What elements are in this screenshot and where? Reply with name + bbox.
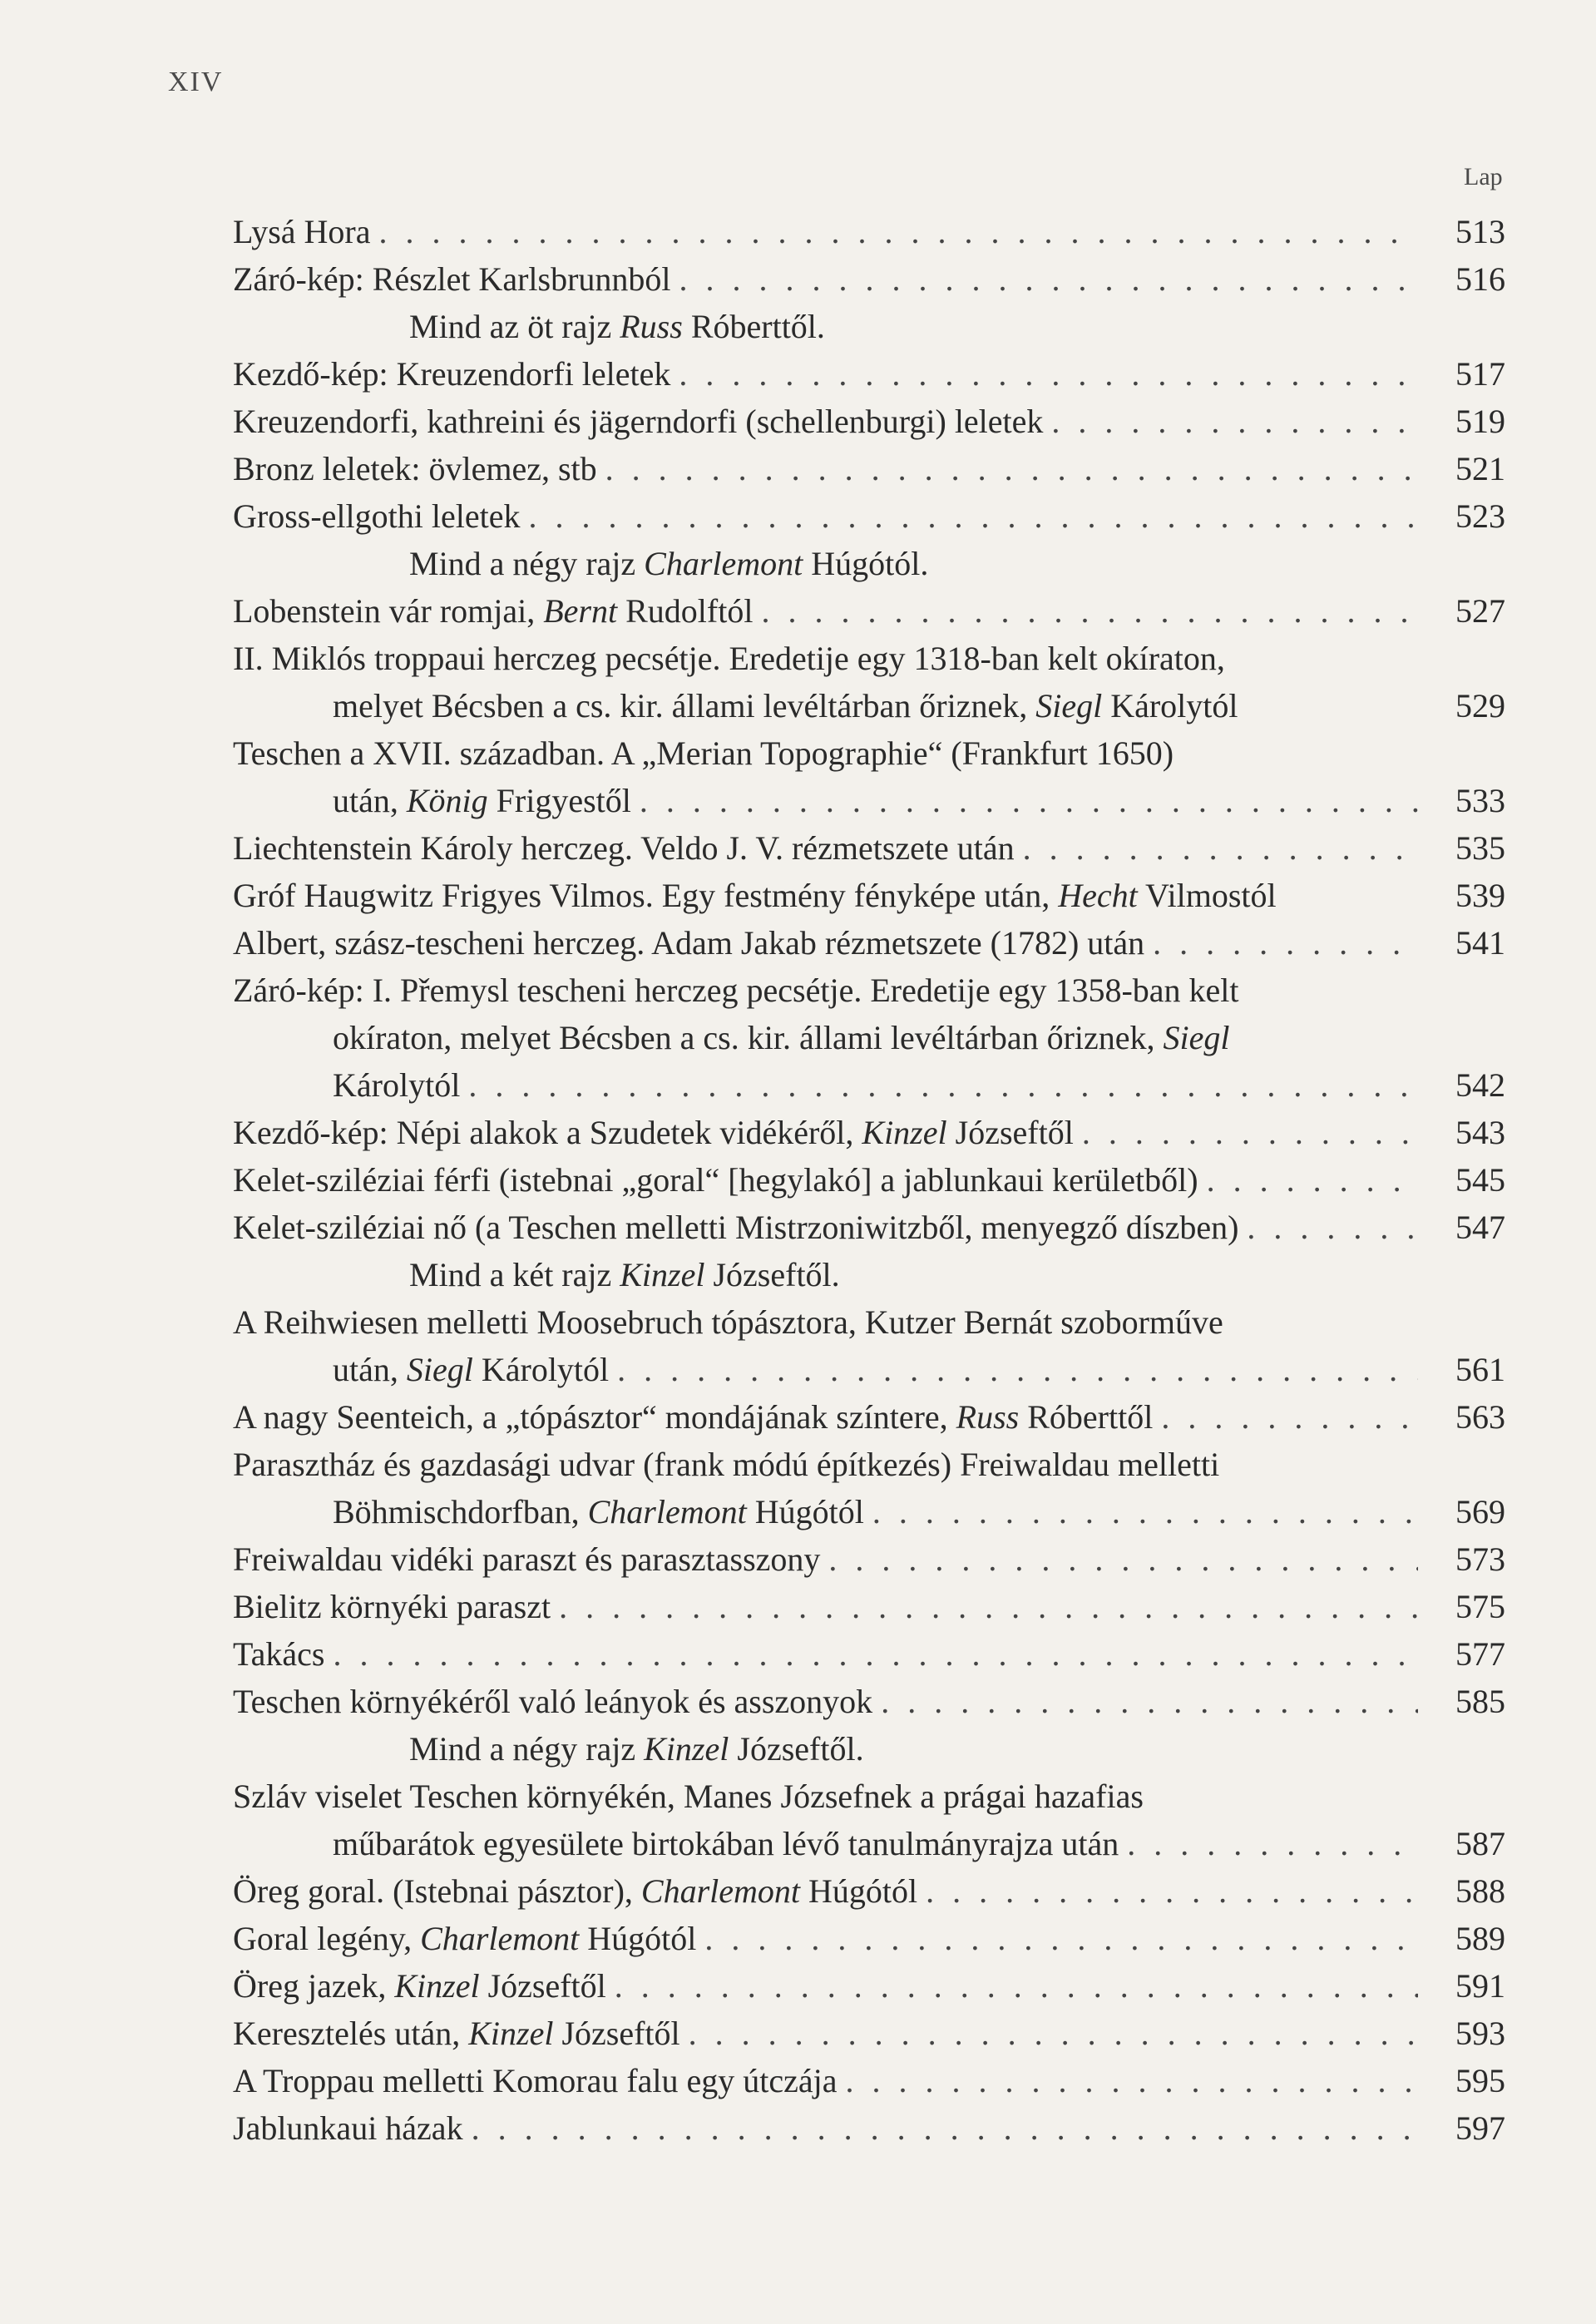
entry-title: [333, 1488, 864, 1535]
entry-title: [233, 824, 1015, 872]
dot-leader: [704, 1915, 1418, 1962]
page-ref: 535: [1455, 829, 1505, 867]
page-ref: 595: [1455, 2062, 1505, 2099]
dot-leader: [679, 350, 1418, 398]
toc-line: [233, 635, 1505, 682]
note-text: Róberttől.: [682, 308, 825, 345]
toc-entry: [233, 1630, 1505, 1678]
entry-text: Albert, szász-tescheni herczeg. Adam Jakab rézmetszete (1782) után: [233, 924, 1145, 962]
entry-text: Józseftől: [553, 2015, 680, 2052]
author-name: Bernt: [543, 592, 618, 630]
author-name: König: [406, 782, 488, 819]
toc-entry: [233, 398, 1505, 445]
page-ref: 539: [1455, 877, 1505, 914]
entry-text: Húgótól: [800, 1872, 918, 1910]
entry-title: [233, 255, 671, 303]
toc-entry: [233, 2057, 1505, 2104]
entry-title: [233, 2104, 463, 2152]
entry-text: melyet Bécsben a cs. kir. állami levéltárban őriznek,: [333, 687, 1036, 724]
toc-entry: [233, 1298, 1505, 1393]
author-name: Hecht: [1058, 877, 1138, 914]
entry-text: Károlytól: [472, 1351, 610, 1388]
toc-line: [233, 1630, 1505, 1678]
author-name: Charlemont: [644, 545, 803, 582]
toc-line: [233, 919, 1505, 967]
entry-text: Böhmischdorfban,: [333, 1493, 588, 1530]
page-ref: 585: [1455, 1683, 1505, 1720]
entry-text: A Troppau melletti Komorau falu egy útczája: [233, 2062, 838, 2099]
entry-title: [233, 1109, 1074, 1156]
page-ref: 519: [1455, 403, 1505, 440]
page-ref: 521: [1455, 450, 1505, 487]
table-of-illustrations: [233, 208, 1505, 2152]
toc-entry: [233, 1773, 1505, 1867]
entry-title: [233, 2010, 680, 2057]
entry-title: [233, 967, 1239, 1014]
entry-title: [233, 350, 670, 398]
entry-title: [233, 1583, 551, 1630]
entry-text: Liechtenstein Károly herczeg. Veldo J. V. rézmetszete után: [233, 829, 1015, 867]
author-name: Kinzel: [394, 1967, 480, 2005]
dot-leader: [333, 1630, 1418, 1678]
dot-leader: [615, 1962, 1418, 2010]
entry-text: II. Miklós troppaui herczeg pecsétje. Eredetije egy 1318-ban kelt okíraton,: [233, 640, 1225, 677]
dot-leader: [828, 1535, 1418, 1583]
page-ref: 517: [1455, 355, 1505, 393]
entry-text: műbarátok egyesülete birtokában lévő tanulmányrajza után: [333, 1825, 1119, 1862]
entry-title: [233, 1630, 324, 1678]
dot-leader: [1161, 1393, 1418, 1441]
entry-title: [233, 1915, 696, 1962]
toc-line: [233, 729, 1505, 777]
page-ref: 543: [1455, 1114, 1505, 1151]
entry-title: [333, 777, 631, 824]
entry-title: [233, 208, 371, 255]
entry-title: [233, 1204, 1238, 1251]
toc-line: [233, 1915, 1505, 1962]
author-name: Siegl: [406, 1351, 473, 1388]
toc-entry: [233, 2010, 1505, 2057]
entry-text: Lobenstein vár romjai,: [233, 592, 544, 630]
entry-text: Kezdő-kép: Kreuzendorfi leletek: [233, 355, 671, 393]
entry-text: A Reihwiesen melletti Moosebruch tópásztora, Kutzer Bernát szoborműve: [233, 1303, 1223, 1341]
toc-line: [233, 445, 1505, 492]
toc-line: [233, 1014, 1505, 1061]
entry-text: Károlytól: [1102, 687, 1238, 724]
toc-line: [233, 1535, 1505, 1583]
dot-leader: [1153, 919, 1418, 967]
note-text: Mind a négy rajz: [409, 1730, 645, 1768]
entry-text: Öreg jazek,: [233, 1967, 395, 2005]
entry-text: Károlytól: [333, 1066, 461, 1104]
author-name: Charlemont: [420, 1920, 580, 1957]
entry-text: Húgótól: [746, 1493, 864, 1530]
page-ref: 575: [1455, 1588, 1505, 1625]
entry-title: [333, 1820, 1119, 1867]
dot-leader: [617, 1346, 1418, 1393]
entry-text: A nagy Seenteich, a „tópásztor“ mondájának színtere,: [233, 1398, 956, 1436]
entry-title: [333, 1014, 1230, 1061]
toc-line: [233, 1061, 1505, 1109]
toc-line: [233, 1962, 1505, 2010]
dot-leader: [679, 255, 1418, 303]
dot-leader: [528, 492, 1418, 540]
page-number: XIV: [168, 67, 224, 97]
dot-leader: [379, 208, 1418, 255]
entry-text: Rudolftól: [617, 592, 754, 630]
dot-leader: [1082, 1109, 1418, 1156]
author-name: Siegl: [1035, 687, 1103, 724]
toc-entry: [233, 492, 1505, 540]
entry-title: [333, 682, 1238, 729]
entry-text: okíraton, melyet Bécsben a cs. kir. állami levéltárban őriznek,: [333, 1019, 1164, 1056]
entry-text: Jablunkaui házak: [233, 2109, 463, 2147]
entry-title: [233, 398, 1043, 445]
toc-entry: [233, 445, 1505, 492]
author-name: Kinzel: [468, 2015, 554, 2052]
entry-title: [233, 1393, 1153, 1441]
toc-entry: [233, 1535, 1505, 1583]
note-text: Húgótól.: [803, 545, 929, 582]
entry-text: Goral legény,: [233, 1920, 421, 1957]
author-name: Kinzel: [620, 1256, 705, 1293]
page-ref: 589: [1455, 1920, 1505, 1957]
author-name: Kinzel: [862, 1114, 947, 1151]
entry-text: Gross-ellgothi leletek: [233, 497, 521, 535]
toc-line: [233, 872, 1505, 919]
entry-text: Kelet-sziléziai férfi (istebnai „goral“ [hegylakó] a jablunkaui kerületből): [233, 1161, 1198, 1199]
entry-title: [233, 872, 1277, 919]
toc-entry: [233, 635, 1505, 729]
page-ref: 542: [1455, 1066, 1505, 1104]
toc-line: [233, 1583, 1505, 1630]
note-text: Mind a két rajz: [409, 1256, 620, 1293]
entry-title: [333, 1061, 460, 1109]
dot-leader: [926, 1867, 1418, 1915]
entry-text: Záró-kép: I. Přemysl tescheni herczeg pecsétje. Eredetije egy 1358-ban kelt: [233, 972, 1239, 1009]
toc-entry: [233, 587, 1505, 635]
toc-line: [233, 1441, 1505, 1488]
toc-entry: [233, 967, 1505, 1109]
toc-line: [233, 1346, 1505, 1393]
entry-title: [233, 1441, 1219, 1488]
dot-leader: [1247, 1204, 1418, 1251]
entry-text: Záró-kép: Részlet Karlsbrunnból: [233, 260, 671, 298]
toc-line: [233, 1867, 1505, 1915]
toc-line: [233, 1820, 1505, 1867]
toc-entry: [233, 872, 1505, 919]
toc-entry: [233, 1109, 1505, 1156]
entry-text: Lysá Hora: [233, 213, 371, 250]
page-ref: 597: [1455, 2109, 1505, 2147]
toc-line: [233, 2104, 1505, 2152]
toc-line: [233, 1156, 1505, 1204]
toc-entry: [233, 824, 1505, 872]
toc-entry: [233, 1962, 1505, 2010]
page-ref: 591: [1455, 1967, 1505, 2005]
entry-text: Szláv viselet Teschen környékén, Manes Józsefnek a prágai hazafias: [233, 1778, 1144, 1815]
author-name: Charlemont: [587, 1493, 747, 1530]
toc-line: [233, 1204, 1505, 1251]
page-ref: 533: [1455, 782, 1505, 819]
entry-text: Keresztelés után,: [233, 2015, 469, 2052]
note-text: Mind az öt rajz: [409, 308, 620, 345]
page-ref: 529: [1455, 687, 1505, 724]
toc-line: [233, 824, 1505, 872]
entry-text: Kreuzendorfi, kathreini és jägerndorfi (schellenburgi) leletek: [233, 403, 1044, 440]
dot-leader: [1127, 1820, 1418, 1867]
entry-text: Húgótól: [579, 1920, 697, 1957]
dot-leader: [689, 2010, 1418, 2057]
toc-line: [233, 2010, 1505, 2057]
entry-text: Bielitz környéki paraszt: [233, 1588, 551, 1625]
entry-title: [233, 1773, 1144, 1820]
page-ref: 587: [1455, 1825, 1505, 1862]
author-name: Siegl: [1163, 1019, 1230, 1056]
dot-leader: [872, 1488, 1418, 1535]
toc-line: [233, 1773, 1505, 1820]
toc-line: [233, 1298, 1505, 1346]
toc-line: [233, 255, 1505, 303]
toc-entry: [233, 1583, 1505, 1630]
entry-title: [233, 729, 1174, 777]
toc-entry: [233, 208, 1505, 255]
toc-entry: [233, 350, 1505, 398]
toc-line: [233, 350, 1505, 398]
toc-line: [233, 492, 1505, 540]
entry-text: Józseftől: [946, 1114, 1074, 1151]
toc-line: [233, 682, 1505, 729]
page-ref: 561: [1455, 1351, 1505, 1388]
toc-line: [233, 1678, 1505, 1725]
toc-entry: [233, 255, 1505, 303]
author-name: Charlemont: [640, 1872, 801, 1910]
toc-line: [233, 967, 1505, 1014]
dot-leader: [468, 1061, 1418, 1109]
entry-title: [233, 1962, 606, 2010]
entry-text: Kelet-sziléziai nő (a Teschen melletti Mistrzoniwitzből, menyegző díszben): [233, 1209, 1239, 1246]
note-text: Józseftől.: [704, 1256, 840, 1293]
dot-leader: [559, 1583, 1418, 1630]
toc-entry: [233, 2104, 1505, 2152]
entry-title: [233, 635, 1225, 682]
toc-line: [233, 2057, 1505, 2104]
dot-leader: [761, 587, 1418, 635]
entry-text: Parasztház és gazdasági udvar (frank módú építkezés) Freiwaldau melletti: [233, 1446, 1220, 1483]
dot-leader: [640, 777, 1418, 824]
entry-text: után,: [333, 782, 407, 819]
page-ref: 563: [1455, 1398, 1505, 1436]
entry-text: Takács: [233, 1635, 325, 1673]
page-ref: 569: [1455, 1493, 1505, 1530]
dot-leader: [1051, 398, 1418, 445]
toc-entry: [233, 1393, 1505, 1441]
entry-text: Teschen környékéről való leányok és asszonyok: [233, 1683, 873, 1720]
dot-leader: [472, 2104, 1418, 2152]
dot-leader: [846, 2057, 1418, 2104]
toc-entry: [233, 729, 1505, 824]
page-ref: 577: [1455, 1635, 1505, 1673]
entry-text: Róberttől: [1019, 1398, 1154, 1436]
illustrator-note: [233, 303, 1505, 350]
entry-title: [233, 1298, 1223, 1346]
page-ref: 588: [1455, 1872, 1505, 1910]
page-ref: 527: [1455, 592, 1505, 630]
toc-entry: [233, 1156, 1505, 1204]
author-name: Kinzel: [644, 1730, 729, 1768]
page-ref: 523: [1455, 497, 1505, 535]
toc-entry: [233, 1204, 1505, 1251]
page-column-header: Lap: [1464, 163, 1503, 190]
entry-title: [233, 2057, 838, 2104]
toc-entry: [233, 1441, 1505, 1535]
note-text: Józseftől.: [729, 1730, 864, 1768]
entry-text: Frigyestől: [487, 782, 631, 819]
illustrator-note: [233, 1251, 1505, 1298]
page-ref: 541: [1455, 924, 1505, 962]
entry-text: után,: [333, 1351, 407, 1388]
page-ref: 545: [1455, 1161, 1505, 1199]
dot-leader: [881, 1678, 1418, 1725]
entry-text: Bronz leletek: övlemez, stb: [233, 450, 597, 487]
toc-entry: [233, 919, 1505, 967]
toc-entry: [233, 1867, 1505, 1915]
toc-entry: [233, 1678, 1505, 1725]
page-ref: 513: [1455, 213, 1505, 250]
entry-title: [233, 445, 597, 492]
entry-title: [233, 1867, 917, 1915]
page-ref: 516: [1455, 260, 1505, 298]
entry-title: [233, 919, 1144, 967]
illustrator-note: [233, 540, 1505, 587]
entry-text: Gróf Haugwitz Frigyes Vilmos. Egy festmény fényképe után,: [233, 877, 1059, 914]
author-name: Russ: [956, 1398, 1020, 1436]
toc-line: [233, 1488, 1505, 1535]
toc-line: [233, 1393, 1505, 1441]
entry-text: Teschen a XVII. században. A „Merian Topographie“ (Frankfurt 1650): [233, 734, 1174, 772]
dot-leader: [1023, 824, 1418, 872]
page-ref: 573: [1455, 1540, 1505, 1578]
toc-line: [233, 208, 1505, 255]
note-text: Mind a négy rajz: [409, 545, 645, 582]
toc-line: [233, 587, 1505, 635]
dot-leader: [605, 445, 1418, 492]
toc-line: [233, 777, 1505, 824]
entry-title: [233, 492, 520, 540]
toc-line: [233, 398, 1505, 445]
page-ref: 547: [1455, 1209, 1505, 1246]
entry-title: [233, 1535, 820, 1583]
entry-title: [233, 587, 753, 635]
dot-leader: [1207, 1156, 1418, 1204]
entry-text: Freiwaldau vidéki paraszt és parasztasszony: [233, 1540, 821, 1578]
entry-text: Józseftől: [479, 1967, 606, 2005]
entry-text: Kezdő-kép: Népi alakok a Szudetek vidékéről,: [233, 1114, 862, 1151]
page-ref: 593: [1455, 2015, 1505, 2052]
entry-text: Vilmostól: [1137, 877, 1277, 914]
entry-title: [333, 1346, 609, 1393]
entry-text: Öreg goral. (Istebnai pásztor),: [233, 1872, 641, 1910]
entry-title: [233, 1678, 872, 1725]
author-name: Russ: [620, 308, 683, 345]
toc-line: [233, 1109, 1505, 1156]
entry-title: [233, 1156, 1198, 1204]
illustrator-note: [233, 1725, 1505, 1773]
toc-entry: [233, 1915, 1505, 1962]
